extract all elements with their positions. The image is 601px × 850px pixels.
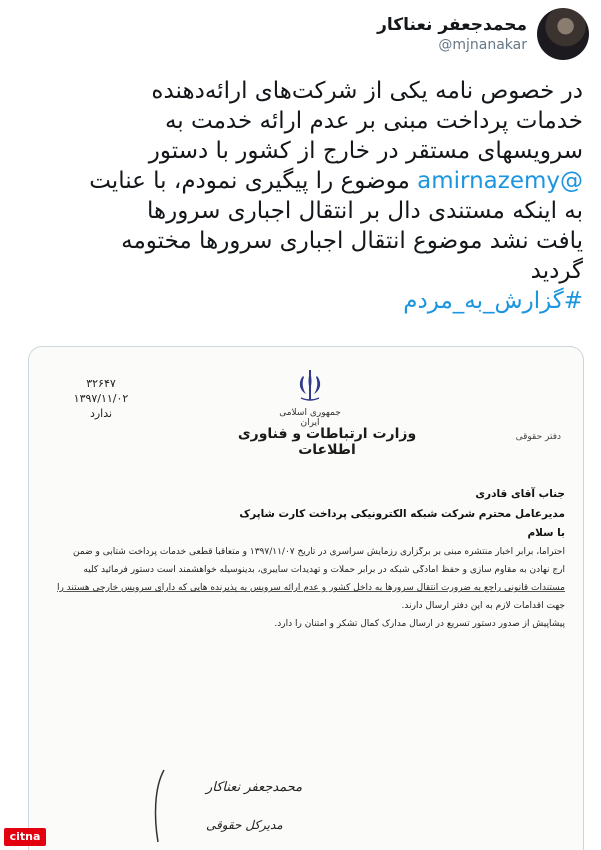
republic-label: جمهوری اسلامی ایران <box>279 408 341 428</box>
letter-body-line: مستندات قانونی راجع به ضرورت انتقال سرورها به داخل کشور و عدم ارائه سرویس به پذیرنده هایی که دارای سرویس خارجی هستند را <box>56 583 565 593</box>
tweet-line: در خصوص نامه یکی از شرکت‌های ارائه‌دهنده <box>151 78 583 104</box>
hashtag-link[interactable]: #گزارش_به_مردم <box>403 288 583 314</box>
tweet-header <box>377 6 589 62</box>
addressee: جناب آقای قادری <box>475 488 565 500</box>
signature-name: محمدجعفر نعناکار <box>206 780 303 795</box>
tweet-line: سرویسهای مستقر در خارج از کشور با دستور <box>148 138 583 164</box>
user-names <box>377 15 527 53</box>
avatar[interactable] <box>537 8 589 60</box>
letter-date: ۱۳۹۷/۱۱/۰۲ <box>73 392 129 405</box>
tweet-line: گردید <box>530 258 583 284</box>
tweet-line: خدمات پرداخت مبنی بر عدم ارائه خدمت به <box>164 108 583 134</box>
ministry-name: وزارت ارتباطات و فناوری اطلاعات <box>237 426 417 458</box>
signature-title: مدیرکل حقوقی <box>206 818 283 832</box>
letter-body-line: پیشاپیش از صدور دستور تسریع در ارسال مدارک کمال تشکر و امتنان را دارد. <box>274 619 565 629</box>
letter-body-line: ارج نهادن به مقاوم سازی و حفظ امادگی شبکه در برابر حملات و تهدیدات سایبری، بدینوسیله خواهشمند است دستور فرمائید کلیه <box>83 565 565 575</box>
mention-link[interactable]: @amirnazemy <box>417 168 583 194</box>
tweet-text <box>13 76 583 316</box>
addressee-title: مدیرعامل محترم شرکت شبکه الکترونیکی پرداخت کارت شاپرک <box>239 508 565 520</box>
greeting: با سلام <box>527 527 565 539</box>
department-label: دفتر حقوقی <box>515 432 561 442</box>
tweet-line: یافت نشد موضوع انتقال اجباری سرورها مختومه <box>121 228 583 254</box>
letter-number: ۳۲۶۴۷ <box>86 377 116 390</box>
display-name[interactable]: محمدجعفر نعناکار <box>377 15 527 35</box>
letter-body-line: احتراماً، برابر اخبار منتشره مبنی بر برگزاری رزمایش سراسری در تاریخ ۱۳۹۷/۱۱/۰۷ و متعاقباً قطعی خدمات پرداخت شتابی و ضمن <box>72 547 565 557</box>
user-handle[interactable]: @mjnanakar <box>438 37 527 53</box>
letter-meta <box>66 376 136 421</box>
watermark-logo: citna <box>4 828 46 846</box>
tweet-line: به اینکه مستندی دال بر انتقال اجباری سرورها <box>147 198 583 224</box>
letter-attachment: ندارد <box>89 407 113 420</box>
letter-body-line: جهت اقدامات لازم به این دفتر ارسال دارند. <box>401 601 565 611</box>
tweet-line-rest: موضوع را پیگیری نمودم، با عنایت <box>89 168 410 194</box>
tweet-line <box>13 166 583 196</box>
iran-emblem-icon <box>291 368 329 404</box>
signature-stroke-icon <box>150 768 170 844</box>
